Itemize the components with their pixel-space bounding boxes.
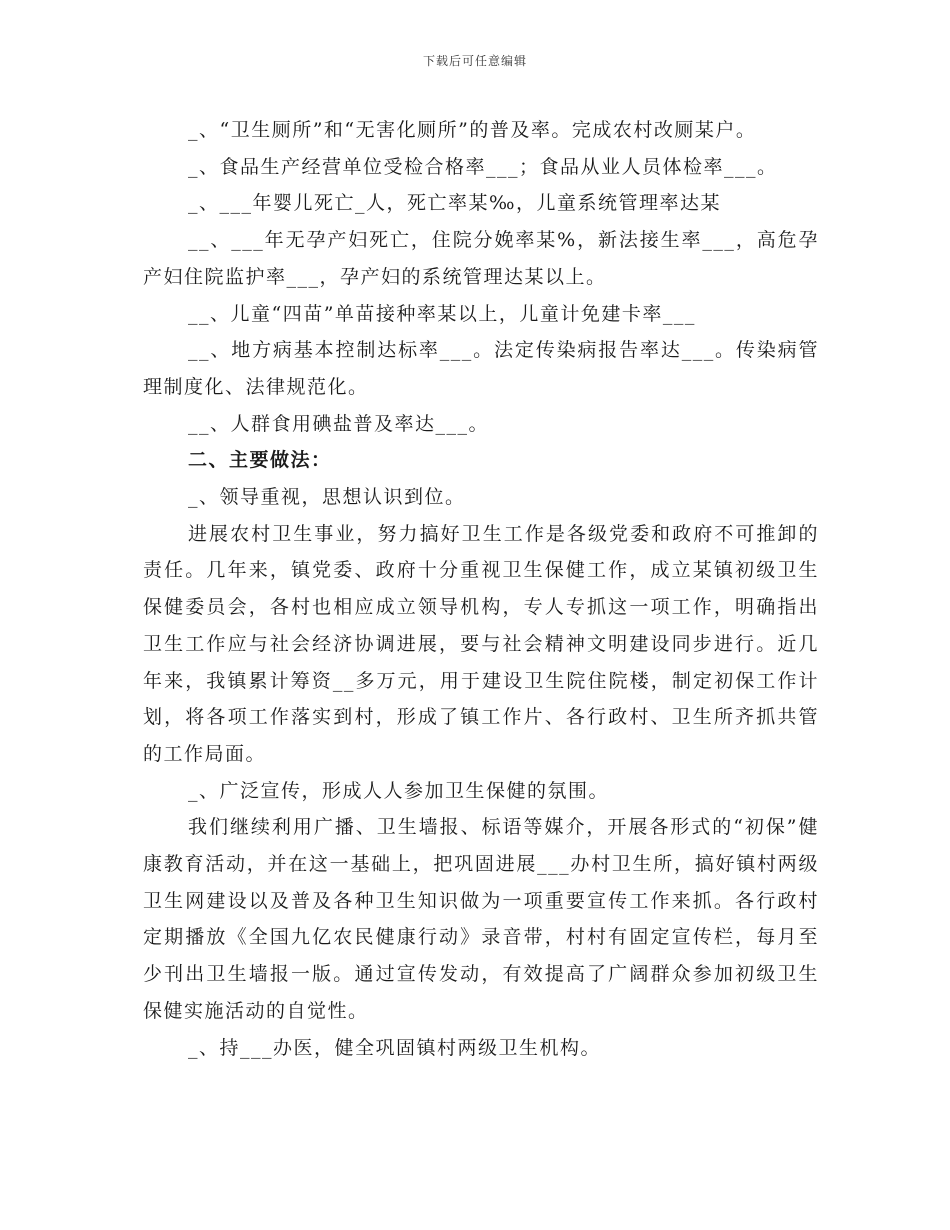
paragraph: __、儿童“四苗”单苗接种率某以上，儿童计免建卡率___ [188,302,696,325]
paragraph: 进展农村卫生事业，努力搞好卫生工作是各级党委和政府不可推卸的责任。几年来，镇党委、政府十分重视卫生保健工作，成立某镇初级卫生保健委员会，各村也相应成立领导机构，专人专抓这一项工作，明确指出卫生工作应与社会经济协调进展，要与社会精神文明建设同步进行。近几年来，我镇累计筹资__多万元，用于建设卫生院住院楼，制定初保工作计划，将各项工作落实到村，形成了镇工作片、各行政村、卫生所齐抓共管的工作局面。 [143,522,819,765]
paragraph: __、地方病基本控制达标率___。法定传染病报告率达___。传染病管理制度化、法律规范化。 [143,339,819,398]
paragraph: __、人群食用碘盐普及率达___。 [188,412,490,435]
paragraph: _、食品生产经营单位受检合格率___；食品从业人员体检率___。 [188,155,778,178]
paragraph: _、“卫生厕所”和“无害化厕所”的普及率。完成农村改厕某户。 [188,119,757,141]
paragraph: _、领导重视，思想认识到位。 [188,486,466,509]
section-heading: 二、主要做法： [188,449,332,472]
paragraph: __、___年无孕产妇死亡，住院分娩率某%，新法接生率___，高危孕产妇住院监护率___，孕产妇的系统管理达某以上。 [143,229,819,288]
paragraph: _、持___办医，健全巩固镇村两级卫生机构。 [188,1036,602,1059]
page-header: 下载后可任意编辑 [422,54,527,68]
document-body [143,112,819,1066]
paragraph: _、广泛宣传，形成人人参加卫生保健的氛围。 [188,779,610,802]
paragraph: 我们继续利用广播、卫生墙报、标语等媒介，开展各形式的“初保”健康教育活动，并在这一基础上，把巩固进展___办村卫生所，搞好镇村两级卫生网建设以及普及各种卫生知识做为一项重要宣传工作来抓。各行政村定期播放《全国九亿农民健康行动》录音带，村村有固定宣传栏，每月至少刊出卫生墙报一版。通过宣传发动，有效提高了广阔群众参加初级卫生保健实施活动的自觉性。 [143,816,819,1022]
paragraph: _、___年婴儿死亡_人，死亡率某‰，儿童系统管理率达某 [188,192,721,215]
